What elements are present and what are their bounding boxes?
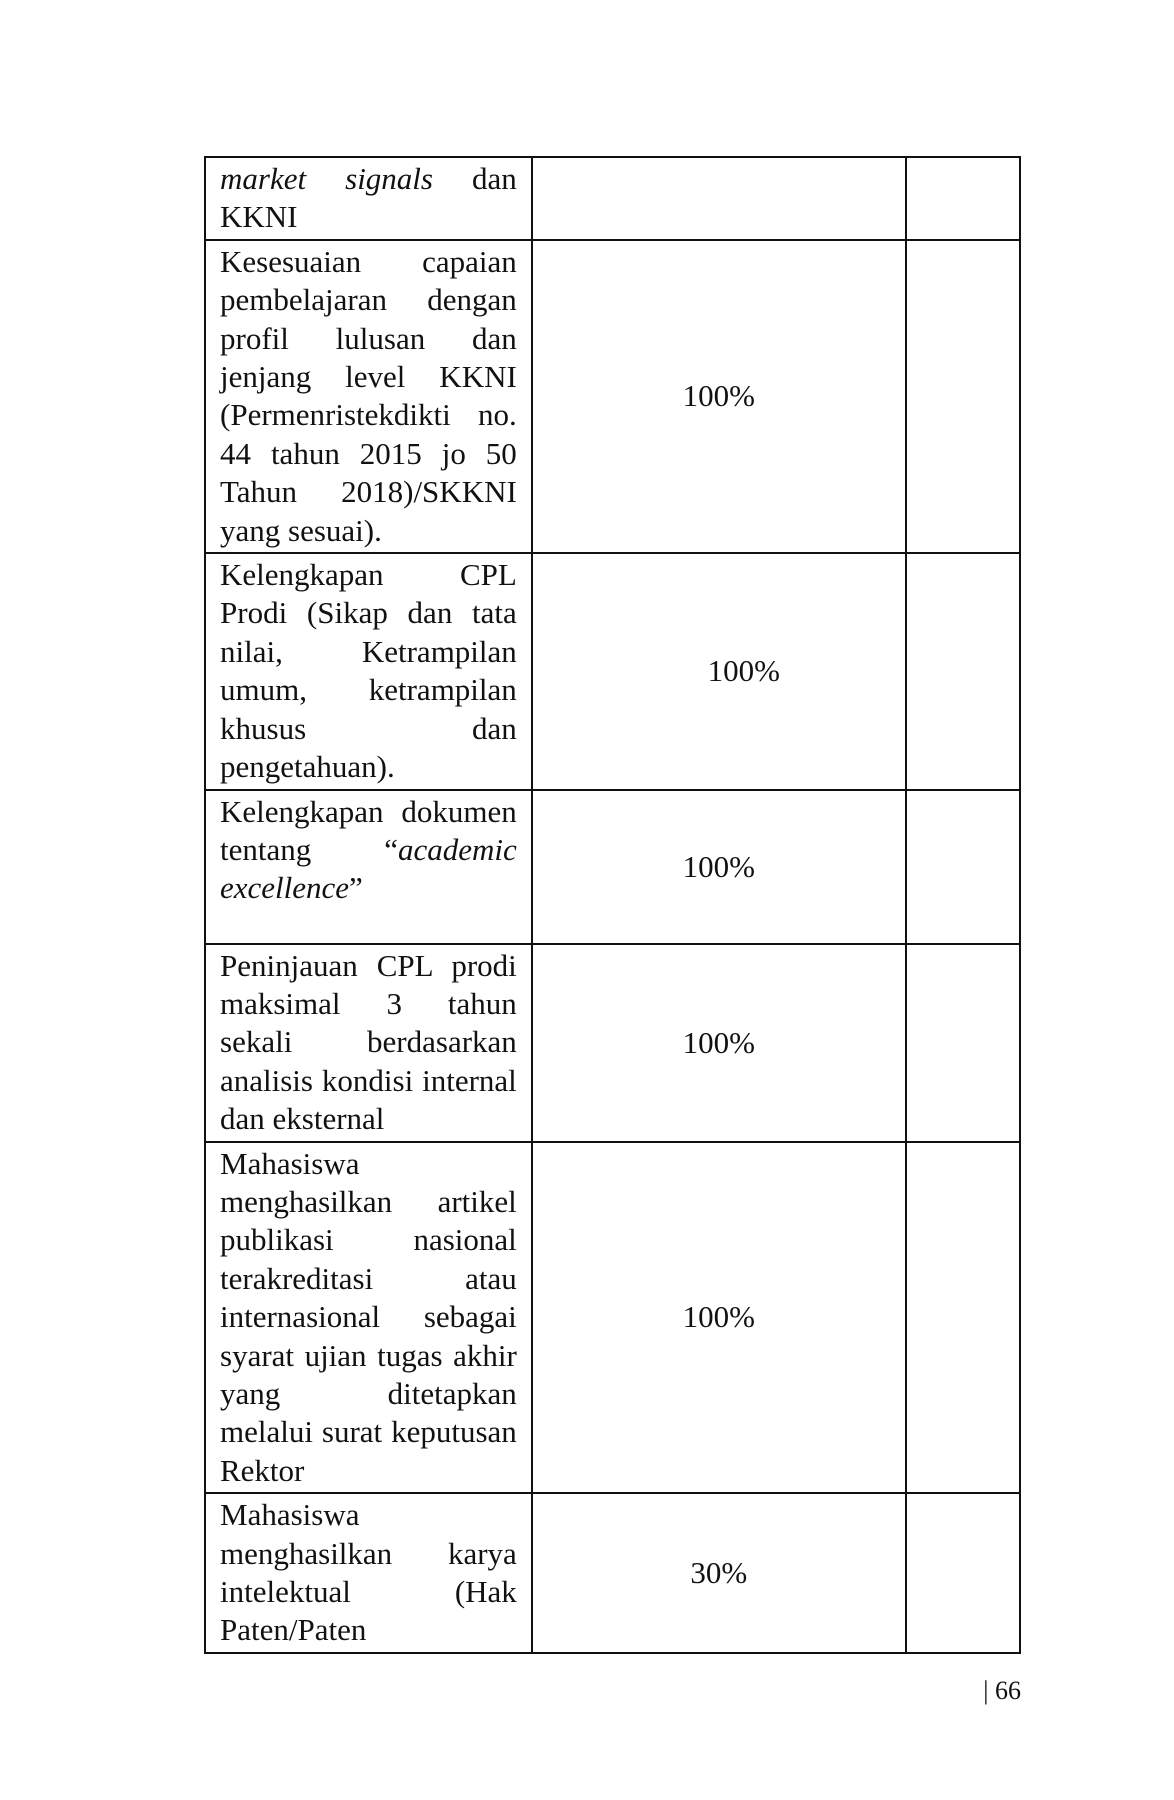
table-row xyxy=(205,790,1020,944)
target-cell: 100% xyxy=(532,553,906,789)
table-row xyxy=(205,944,1020,1142)
table-row xyxy=(205,1493,1020,1653)
criterion-text: dan KKNI xyxy=(220,161,517,235)
criterion-cell: Mahasiswa menghasilkan karya intelektual (Hak Paten/Paten xyxy=(205,1493,532,1653)
table-row xyxy=(205,240,1020,553)
table-row xyxy=(205,157,1020,240)
criterion-cell: Mahasiswa menghasilkan artikel publikasi nasional terakreditasi atau internasional sebagai syarat ujian tugas akhir yang ditetapkan melalui surat keputusan Rektor xyxy=(205,1142,532,1494)
criterion-italic-text: market signals xyxy=(220,161,433,196)
target-cell: 100% xyxy=(532,944,906,1142)
criterion-text: Kelengkapan dokumen tentang “ xyxy=(220,793,517,867)
criterion-italic-text: academic excellence xyxy=(220,831,517,906)
criterion-cell xyxy=(205,790,532,944)
table-row xyxy=(205,1142,1020,1494)
criterion-cell: Peninjauan CPL prodi maksimal 3 tahun sekali berdasarkan analisis kondisi internal dan eksternal xyxy=(205,944,532,1142)
criterion-text: ” xyxy=(349,870,363,906)
note-cell xyxy=(906,1142,1020,1494)
table-row xyxy=(205,553,1020,789)
note-cell xyxy=(906,553,1020,789)
target-cell: 100% xyxy=(532,1142,906,1494)
criterion-cell: Kelengkapan CPL Prodi (Sikap dan tata nilai, Ketrampilan umum, ketrampilan khusus dan pengetahuan). xyxy=(205,553,532,789)
criterion-cell xyxy=(205,157,532,240)
note-cell xyxy=(906,790,1020,944)
note-cell xyxy=(906,240,1020,553)
criterion-cell: Kesesuaian capaian pembelajaran dengan profil lulusan dan jenjang level KKNI (Permenristekdikti no. 44 tahun 2015 jo 50 Tahun 2018)/SKKNI yang sesuai). xyxy=(205,240,532,553)
page-number: | 66 xyxy=(983,1676,1021,1705)
note-cell xyxy=(906,944,1020,1142)
target-cell: 100% xyxy=(532,240,906,553)
target-cell: 30% xyxy=(532,1493,906,1653)
target-cell xyxy=(532,157,906,240)
note-cell xyxy=(906,1493,1020,1653)
note-cell xyxy=(906,157,1020,240)
standards-table xyxy=(204,156,1021,1654)
target-cell: 100% xyxy=(532,790,906,944)
